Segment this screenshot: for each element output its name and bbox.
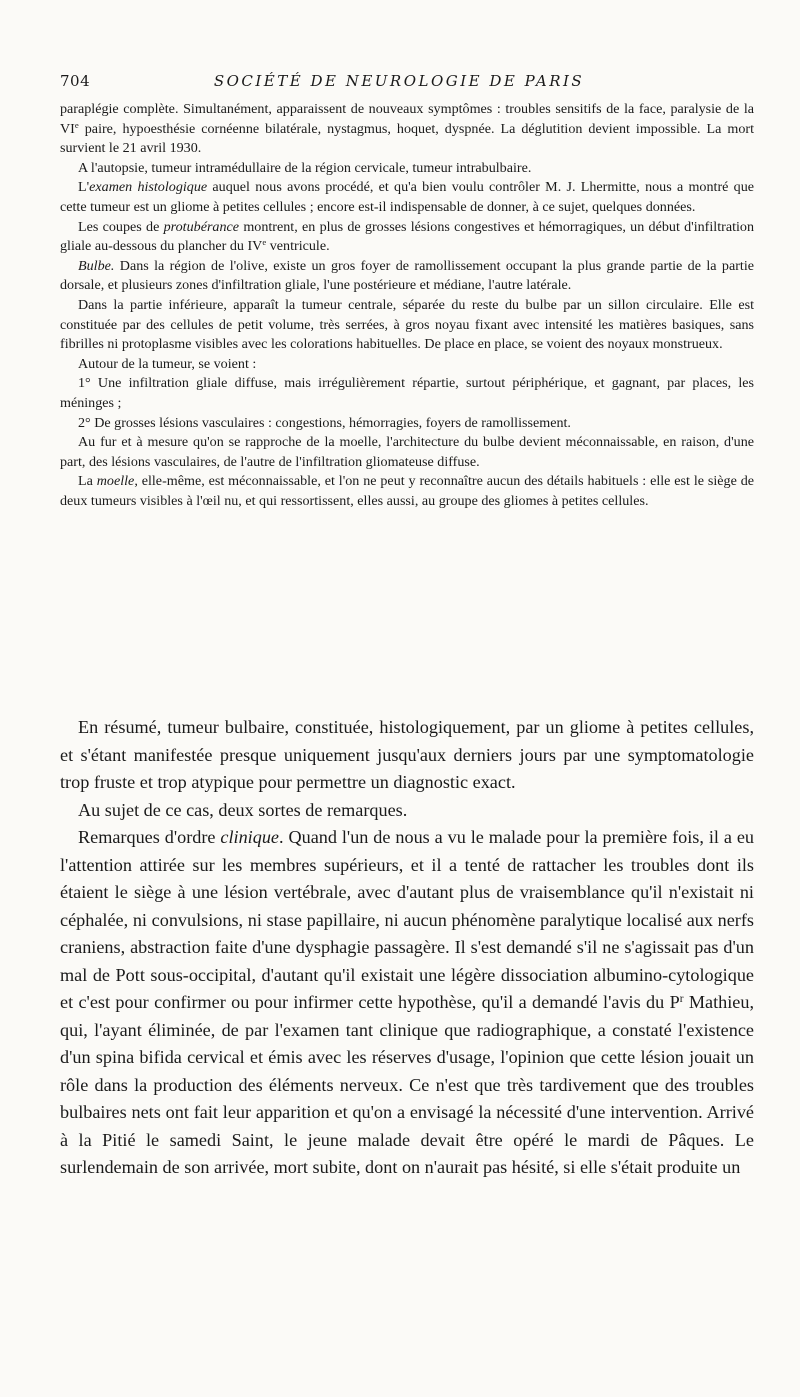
paragraph: Au fur et à mesure qu'on se rapproche de la moelle, l'architecture du bulbe devient méconnaissable, en raison, d'une part, des lésions vasculaires, de l'autre de l'infiltration gliomateuse diffuse.: [60, 434, 754, 470]
page-header: [60, 72, 738, 92]
page-number: 704: [60, 72, 91, 90]
list-item: 2° De grosses lésions vasculaires : congestions, hémorragies, foyers de ramollissement.: [78, 414, 571, 431]
running-title: SOCIÉTÉ DE NEUROLOGIE DE PARIS: [213, 72, 585, 90]
paragraph: La moelle, elle-même, est méconnaissable, et l'on ne peut y reconnaître aucun des détails habituels : elle est le siège de deux tumeurs visibles à l'œil nu, et qui ressortissent, elles aussi, au groupe des gliomes à petites cellules.: [60, 473, 755, 509]
paragraph: Au sujet de ce cas, deux sortes de remarques.: [78, 799, 408, 820]
paragraph: paraplégie complète. Simultanément, apparaissent de nouveaux symptômes : troubles sensitifs de la face, paralysie de la VIe paire, hypoesthésie cornéenne bilatérale, nystagmus, hoquet, dyspnée. La déglutition devient impossible. La mort survient le 21 avril 1930.: [60, 101, 754, 157]
summary-paragraph: En résumé, tumeur bulbaire, constituée, histologiquement, par un gliome à petites cellules, et s'étant manifestée presque uniquement jusqu'aux derniers jours par une symptomatologie trop fruste et trop atypique pour permettre un diagnostic exact.: [60, 717, 754, 792]
paragraph: Remarques d'ordre clinique. Quand l'un de nous a vu le malade pour la première fois, il a eu l'attention attirée sur les membres supérieurs, et il a tenté de rattacher les troubles dont ils étaient le siège à une lésion vertébrale, avec d'autant plus de vraisemblance qu'il n'existait ni céphalée, ni convulsions, ni stase papillaire, ni aucun phénomène paralytique localisé aux nerfs craniens, abstraction faite d'une dysphagie passagère. Il s'est demandé s'il ne s'agissait pas d'un mal de Pott sous-occipital, d'autant qu'il existait une légère dissociation albumino-cytologique et c'est pour confirmer ou pour infirmer cette hypothèse, qu'il a demandé l'avis du $P^r$ Mathieu, qui, l'ayant éliminée, de par l'examen tant clinique que radiographique, a constaté l'existence d'un spina bifida cervical et émis avec les réserves d'usage, l'opinion que cette lésion jouait un rôle dans la production des éléments nerveux. Ce n'est que très tardivement que des troubles bulbaires nets ont fait leur apparition et qu'on a envisagé la nécessité d'une intervention. Arrivé à la Pitié le samedi Saint, le jeune malade devait être opéré le mardi de Pâques. Le surlendemain de son arrivée, mort subite, dont on n'aurait pas hésité, si elle s'était produite un: [60, 827, 754, 1177]
paragraph: Bulbe. Dans la région de l'olive, existe un gros foyer de ramollissement occupant la plus grande partie de la partie dorsale, et plusieurs zones d'infiltration gliale, l'une postérieure et médiane, l'autre latérale.: [60, 257, 754, 294]
discussion-large-text: [60, 714, 754, 1182]
paragraph: Les coupes de protubérance montrent, en plus de grosses lésions congestives et hémorragiques, un début d'infiltration gliale au-dessous du plancher du IVe ventricule.: [60, 218, 754, 255]
list-item: 1° Une infiltration gliale diffuse, mais irrégulièrement répartie, surtout périphérique, et gagnant, par places, les méninges ;: [60, 375, 754, 411]
paragraph: Autour de la tumeur, se voient :: [78, 355, 257, 372]
paragraph: A l'autopsie, tumeur intramédullaire de la région cervicale, tumeur intrabulbaire.: [78, 159, 532, 176]
paragraph: Dans la partie inférieure, apparaît la tumeur centrale, séparée du reste du bulbe par un sillon circulaire. Elle est constituée par des cellules de petit volume, très serrées, à gros noyau fixant avec intensité les matières basiques, sans fibrilles ni protoplasme visibles avec les colorations habituelles. De place en place, se voient des noyaux monstrueux.: [60, 296, 754, 353]
paragraph: L'examen histologique auquel nous avons procédé, et qu'a bien voulu contrôler M. J. Lhermitte, nous a montré que cette tumeur est un gliome à petites cellules ; encore est-il indispensable de donner, à ce sujet, quelques données.: [60, 179, 754, 215]
case-report-small-text: [60, 100, 754, 511]
